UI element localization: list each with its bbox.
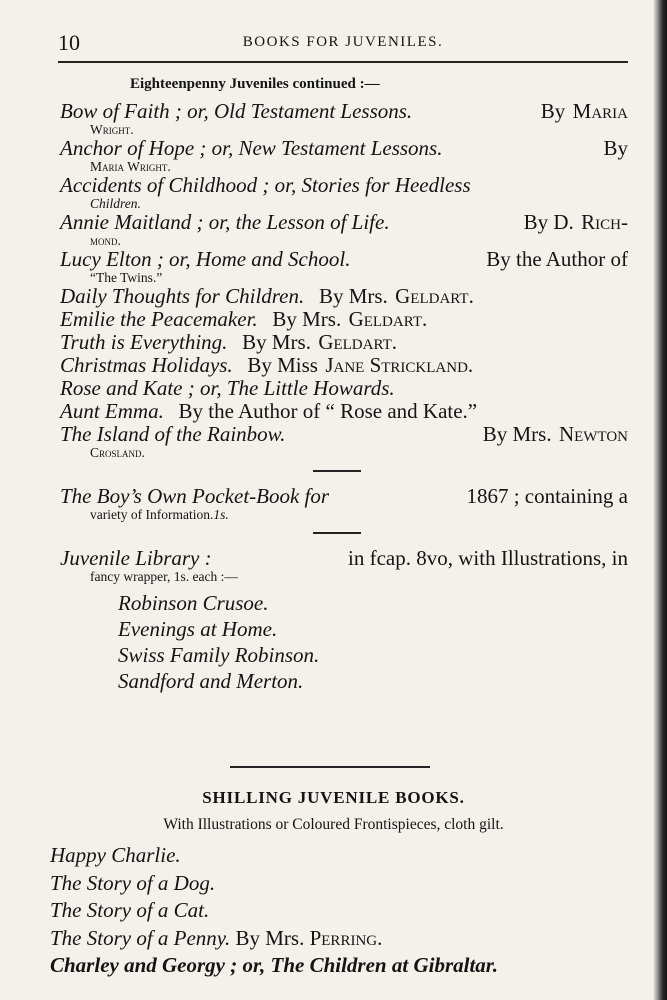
book-author: Newton bbox=[558, 422, 628, 446]
book-title: Aunt Emma. bbox=[60, 399, 164, 423]
book-author-continued: “The Twins.” bbox=[90, 270, 163, 285]
list-item bbox=[60, 423, 628, 460]
list-item bbox=[60, 331, 628, 354]
book-author-continued: Maria Wright. bbox=[90, 159, 171, 174]
book-byline: By Mrs. bbox=[272, 307, 342, 331]
running-title: BOOKS FOR JUVENILES. bbox=[242, 34, 444, 50]
list-item: The Story of a Cat. bbox=[50, 898, 210, 922]
pocket-book-entry bbox=[60, 485, 628, 522]
book-title: Lucy Elton ; or, Home and School. bbox=[60, 247, 351, 271]
book-title: The Island of the Rainbow. bbox=[60, 422, 286, 446]
book-byline: By the Author of bbox=[486, 247, 628, 271]
list-item bbox=[60, 354, 628, 377]
book-author-continued: Wright. bbox=[90, 122, 134, 137]
book-title: Annie Maitland ; or, the Lesson of Life. bbox=[60, 210, 390, 234]
book-title: Emilie the Peacemaker. bbox=[60, 307, 258, 331]
list-item: Charley and Georgy ; or, The Children at Gibraltar. bbox=[50, 953, 499, 977]
list-item: Evenings at Home. bbox=[118, 617, 278, 641]
book-author-continued: mond. bbox=[90, 233, 121, 248]
section-divider bbox=[230, 766, 430, 768]
book-byline: By Mrs. bbox=[318, 284, 388, 308]
book-title-continued: Children. bbox=[90, 196, 141, 211]
book-author: Maria bbox=[572, 99, 628, 123]
list-item: Happy Charlie. bbox=[50, 843, 181, 867]
list-item: Robinson Crusoe. bbox=[118, 591, 269, 615]
list-item bbox=[60, 211, 628, 248]
book-author: Perring. bbox=[309, 925, 383, 950]
section-continued-heading: Eighteenpenny Juveniles continued :— bbox=[130, 76, 380, 92]
list-item bbox=[60, 100, 628, 137]
library-description: in fcap. 8vo, with Illustrations, in bbox=[348, 546, 628, 570]
book-author: Jane Strickland. bbox=[325, 353, 474, 377]
book-author: Geldart. bbox=[395, 284, 474, 308]
book-title: Christmas Holidays. bbox=[60, 353, 233, 377]
list-item bbox=[60, 248, 628, 285]
book-byline: By Mrs. bbox=[242, 330, 311, 354]
page-edge-shadow bbox=[653, 0, 667, 1000]
page-number: 10 bbox=[58, 30, 80, 55]
shilling-list bbox=[50, 842, 630, 980]
book-byline: By Miss bbox=[247, 353, 318, 377]
book-title: Daily Thoughts for Children. bbox=[60, 284, 305, 308]
list-item bbox=[60, 285, 628, 308]
list-item bbox=[60, 308, 628, 331]
book-title: The Story of a Penny. bbox=[50, 925, 231, 950]
book-title: Truth is Everything. bbox=[60, 330, 228, 354]
header-rule bbox=[58, 61, 628, 63]
book-byline: By Mrs. bbox=[482, 422, 552, 446]
list-item: Swiss Family Robinson. bbox=[118, 643, 320, 667]
list-item: The Story of a Dog. bbox=[50, 870, 216, 895]
section-heading: SHILLING JUVENILE BOOKS. bbox=[202, 788, 465, 807]
page-header bbox=[58, 30, 628, 58]
divider bbox=[313, 532, 361, 534]
book-byline: By the Author of “ Rose and Kate.” bbox=[178, 399, 478, 423]
juvenile-library-entry bbox=[60, 547, 628, 694]
book-author: Geldart. bbox=[318, 330, 397, 354]
list-item bbox=[50, 925, 630, 953]
book-author-continued: Crosland. bbox=[90, 445, 145, 460]
eighteenpenny-list bbox=[60, 100, 628, 694]
divider bbox=[313, 470, 361, 472]
book-byline: By D. bbox=[523, 210, 574, 234]
book-year: 1867 ; containing a bbox=[466, 484, 628, 508]
library-items bbox=[60, 590, 628, 694]
book-title: Bow of Faith ; or, Old Testament Lessons. bbox=[60, 99, 413, 123]
section-subheading: With Illustrations or Coloured Frontispieces, cloth gilt. bbox=[163, 816, 504, 833]
book-title: Accidents of Childhood ; or, Stories for Heedless bbox=[60, 173, 471, 197]
book-author: Geldart. bbox=[348, 307, 428, 331]
list-item bbox=[60, 137, 628, 174]
book-byline: By bbox=[603, 136, 628, 160]
list-item: Sandford and Merton. bbox=[118, 669, 304, 693]
book-byline: By bbox=[540, 99, 566, 123]
book-byline: By Mrs. bbox=[235, 925, 305, 950]
list-item bbox=[60, 174, 628, 211]
library-title: Juvenile Library : bbox=[60, 546, 212, 570]
book-author: Rich- bbox=[581, 210, 628, 234]
book-description: variety of Information. bbox=[90, 507, 214, 522]
book-title: Rose and Kate ; or, The Little Howards. bbox=[60, 376, 395, 400]
book-title: The Boy’s Own Pocket-Book for bbox=[60, 484, 330, 508]
list-item bbox=[60, 377, 628, 400]
list-item bbox=[60, 400, 628, 423]
book-price: 1s. bbox=[213, 507, 229, 522]
library-description-continued: fancy wrapper, 1s. each :— bbox=[90, 569, 238, 584]
book-title: Anchor of Hope ; or, New Testament Lessons. bbox=[60, 136, 443, 160]
